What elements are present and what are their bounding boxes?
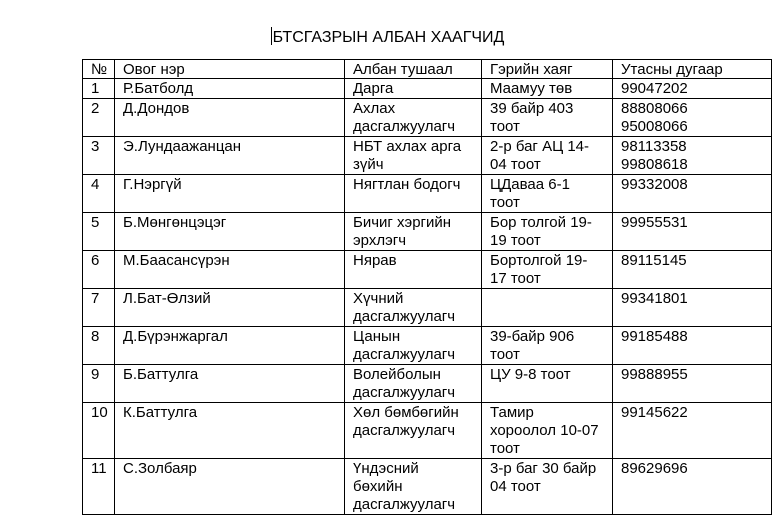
cell-name: Д.Дондов xyxy=(115,99,345,137)
cell-phone: 99341801 xyxy=(613,289,772,327)
cell-position: Нярав xyxy=(345,251,482,289)
cell-number: 9 xyxy=(83,365,115,403)
cell-phone: 88808066 95008066 xyxy=(613,99,772,137)
cell-number: 1 xyxy=(83,79,115,99)
cell-phone: 89629696 xyxy=(613,459,772,515)
cell-address: 3-р баг 30 байр 04 тоот xyxy=(482,459,613,515)
cell-phone: 98113358 99808618 xyxy=(613,137,772,175)
cell-name: М.Баасансүрэн xyxy=(115,251,345,289)
document-title xyxy=(0,27,775,48)
cell-position: Үндэсний бөхийн дасгалжуулагч xyxy=(345,459,482,515)
table-row xyxy=(83,289,772,327)
table-row xyxy=(83,137,772,175)
table-row xyxy=(83,79,772,99)
cell-address: ЦДаваа 6-1 тоот xyxy=(482,175,613,213)
table-row xyxy=(83,459,772,515)
cell-name: Р.Батболд xyxy=(115,79,345,99)
cell-phone: 99888955 xyxy=(613,365,772,403)
cell-address: Бор толгой 19- 19 тоот xyxy=(482,213,613,251)
cell-number: 6 xyxy=(83,251,115,289)
cell-number: 10 xyxy=(83,403,115,459)
table-row xyxy=(83,327,772,365)
cell-number: 8 xyxy=(83,327,115,365)
cell-position: Нягтлан бодогч xyxy=(345,175,482,213)
cell-position: Цанын дасгалжуулагч xyxy=(345,327,482,365)
cell-name: Б.Баттулга xyxy=(115,365,345,403)
cell-phone: 99145622 xyxy=(613,403,772,459)
cell-number: 7 xyxy=(83,289,115,327)
cell-address: Тамир хороолол 10-07 тоот xyxy=(482,403,613,459)
cell-address: 2-р баг АЦ 14- 04 тоот xyxy=(482,137,613,175)
table-header-row xyxy=(83,60,772,79)
header-number: № xyxy=(83,60,115,79)
cell-name: Д.Бүрэнжаргал xyxy=(115,327,345,365)
cell-position: НБТ ахлах арга зүйч xyxy=(345,137,482,175)
cell-address xyxy=(482,289,613,327)
cell-phone: 89115145 xyxy=(613,251,772,289)
cell-position: Хүчний дасгалжуулагч xyxy=(345,289,482,327)
cell-name: С.Золбаяр xyxy=(115,459,345,515)
cell-name: Э.Лундаажанцан xyxy=(115,137,345,175)
cell-name: Л.Бат-Өлзий xyxy=(115,289,345,327)
cell-name: Г.Нэргүй xyxy=(115,175,345,213)
cell-position: Хөл бөмбөгийн дасгалжуулагч xyxy=(345,403,482,459)
table-row xyxy=(83,99,772,137)
table-row xyxy=(83,213,772,251)
cell-position: Ахлах дасгалжуулагч xyxy=(345,99,482,137)
cell-number: 11 xyxy=(83,459,115,515)
cell-number: 3 xyxy=(83,137,115,175)
table-row xyxy=(83,251,772,289)
header-name: Овог нэр xyxy=(115,60,345,79)
cell-position: Дарга xyxy=(345,79,482,99)
cell-address: 39 байр 403 тоот xyxy=(482,99,613,137)
cell-phone: 99955531 xyxy=(613,213,772,251)
staff-table xyxy=(82,59,772,515)
cell-phone: 99047202 xyxy=(613,79,772,99)
cell-address: 39-байр 906 тоот xyxy=(482,327,613,365)
table-row xyxy=(83,365,772,403)
header-phone: Утасны дугаар xyxy=(613,60,772,79)
cell-number: 4 xyxy=(83,175,115,213)
cell-address: Маамуу төв xyxy=(482,79,613,99)
cell-number: 2 xyxy=(83,99,115,137)
cell-number: 5 xyxy=(83,213,115,251)
cell-position: Бичиг хэргийн эрхлэгч xyxy=(345,213,482,251)
cell-position: Волейболын дасгалжуулагч xyxy=(345,365,482,403)
header-address: Гэрийн хаяг xyxy=(482,60,613,79)
cell-name: К.Баттулга xyxy=(115,403,345,459)
text-cursor xyxy=(271,27,272,45)
table-row xyxy=(83,403,772,459)
header-position: Албан тушаал xyxy=(345,60,482,79)
cell-name: Б.Мөнгөнцэцэг xyxy=(115,213,345,251)
cell-address: ЦУ 9-8 тоот xyxy=(482,365,613,403)
cell-address: Бортолгой 19- 17 тоот xyxy=(482,251,613,289)
cell-phone: 99332008 xyxy=(613,175,772,213)
document-title-text: БТСГАЗРЫН АЛБАН ХААГЧИД xyxy=(272,29,505,46)
cell-phone: 99185488 xyxy=(613,327,772,365)
table-row xyxy=(83,175,772,213)
